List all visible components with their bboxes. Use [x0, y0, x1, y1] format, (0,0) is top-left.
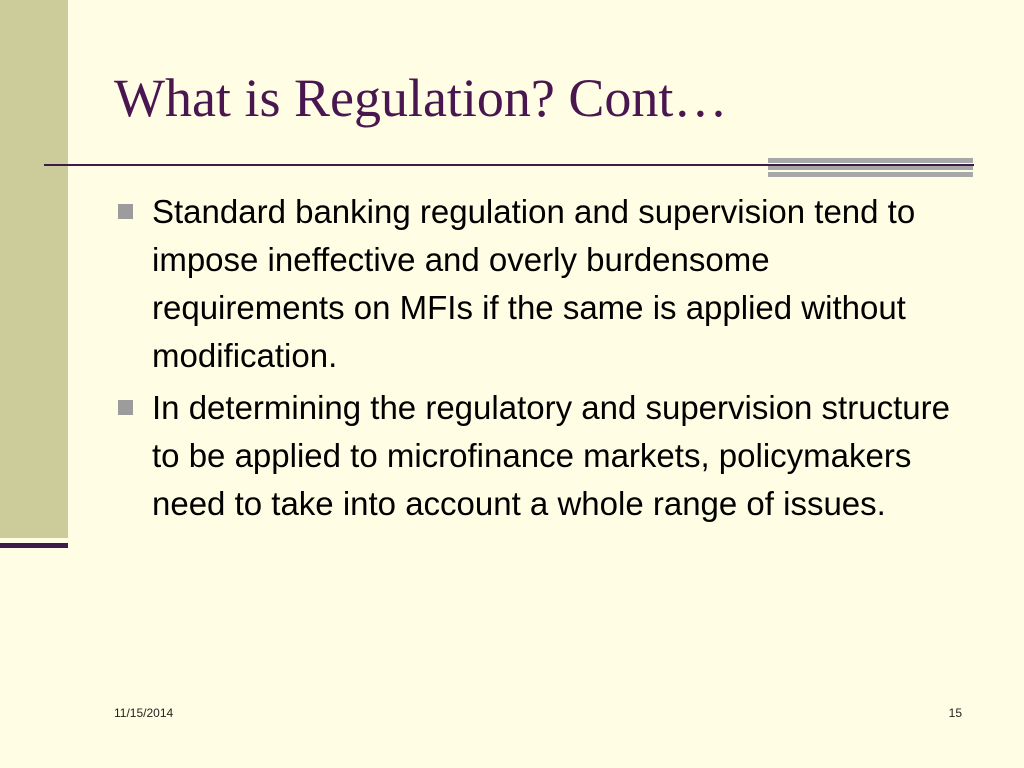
bullet-text: In determining the regulatory and supervision structure to be applied to microfinance markets, policymakers need to take into account a whole range of issues. [152, 389, 950, 522]
footer-date: 11/15/2014 [114, 706, 174, 720]
striped-accent-block [768, 158, 973, 178]
square-bullet-icon [118, 400, 133, 415]
left-accent-rule [0, 543, 68, 548]
slide-title: What is Regulation? Cont… [114, 68, 728, 128]
bullet-text: Standard banking regulation and supervision tend to impose ineffective and overly burdensome requirements on MFIs if the same is applied without modification. [152, 193, 916, 374]
square-bullet-icon [118, 204, 133, 219]
bullet-item [116, 188, 966, 380]
left-accent-bar [0, 0, 68, 538]
accent-stripe [768, 172, 973, 177]
footer-page-number: 15 [948, 706, 962, 720]
accent-stripe [768, 158, 973, 163]
accent-stripe [768, 166, 973, 170]
bullet-item [116, 384, 966, 528]
bullet-list [116, 188, 966, 532]
